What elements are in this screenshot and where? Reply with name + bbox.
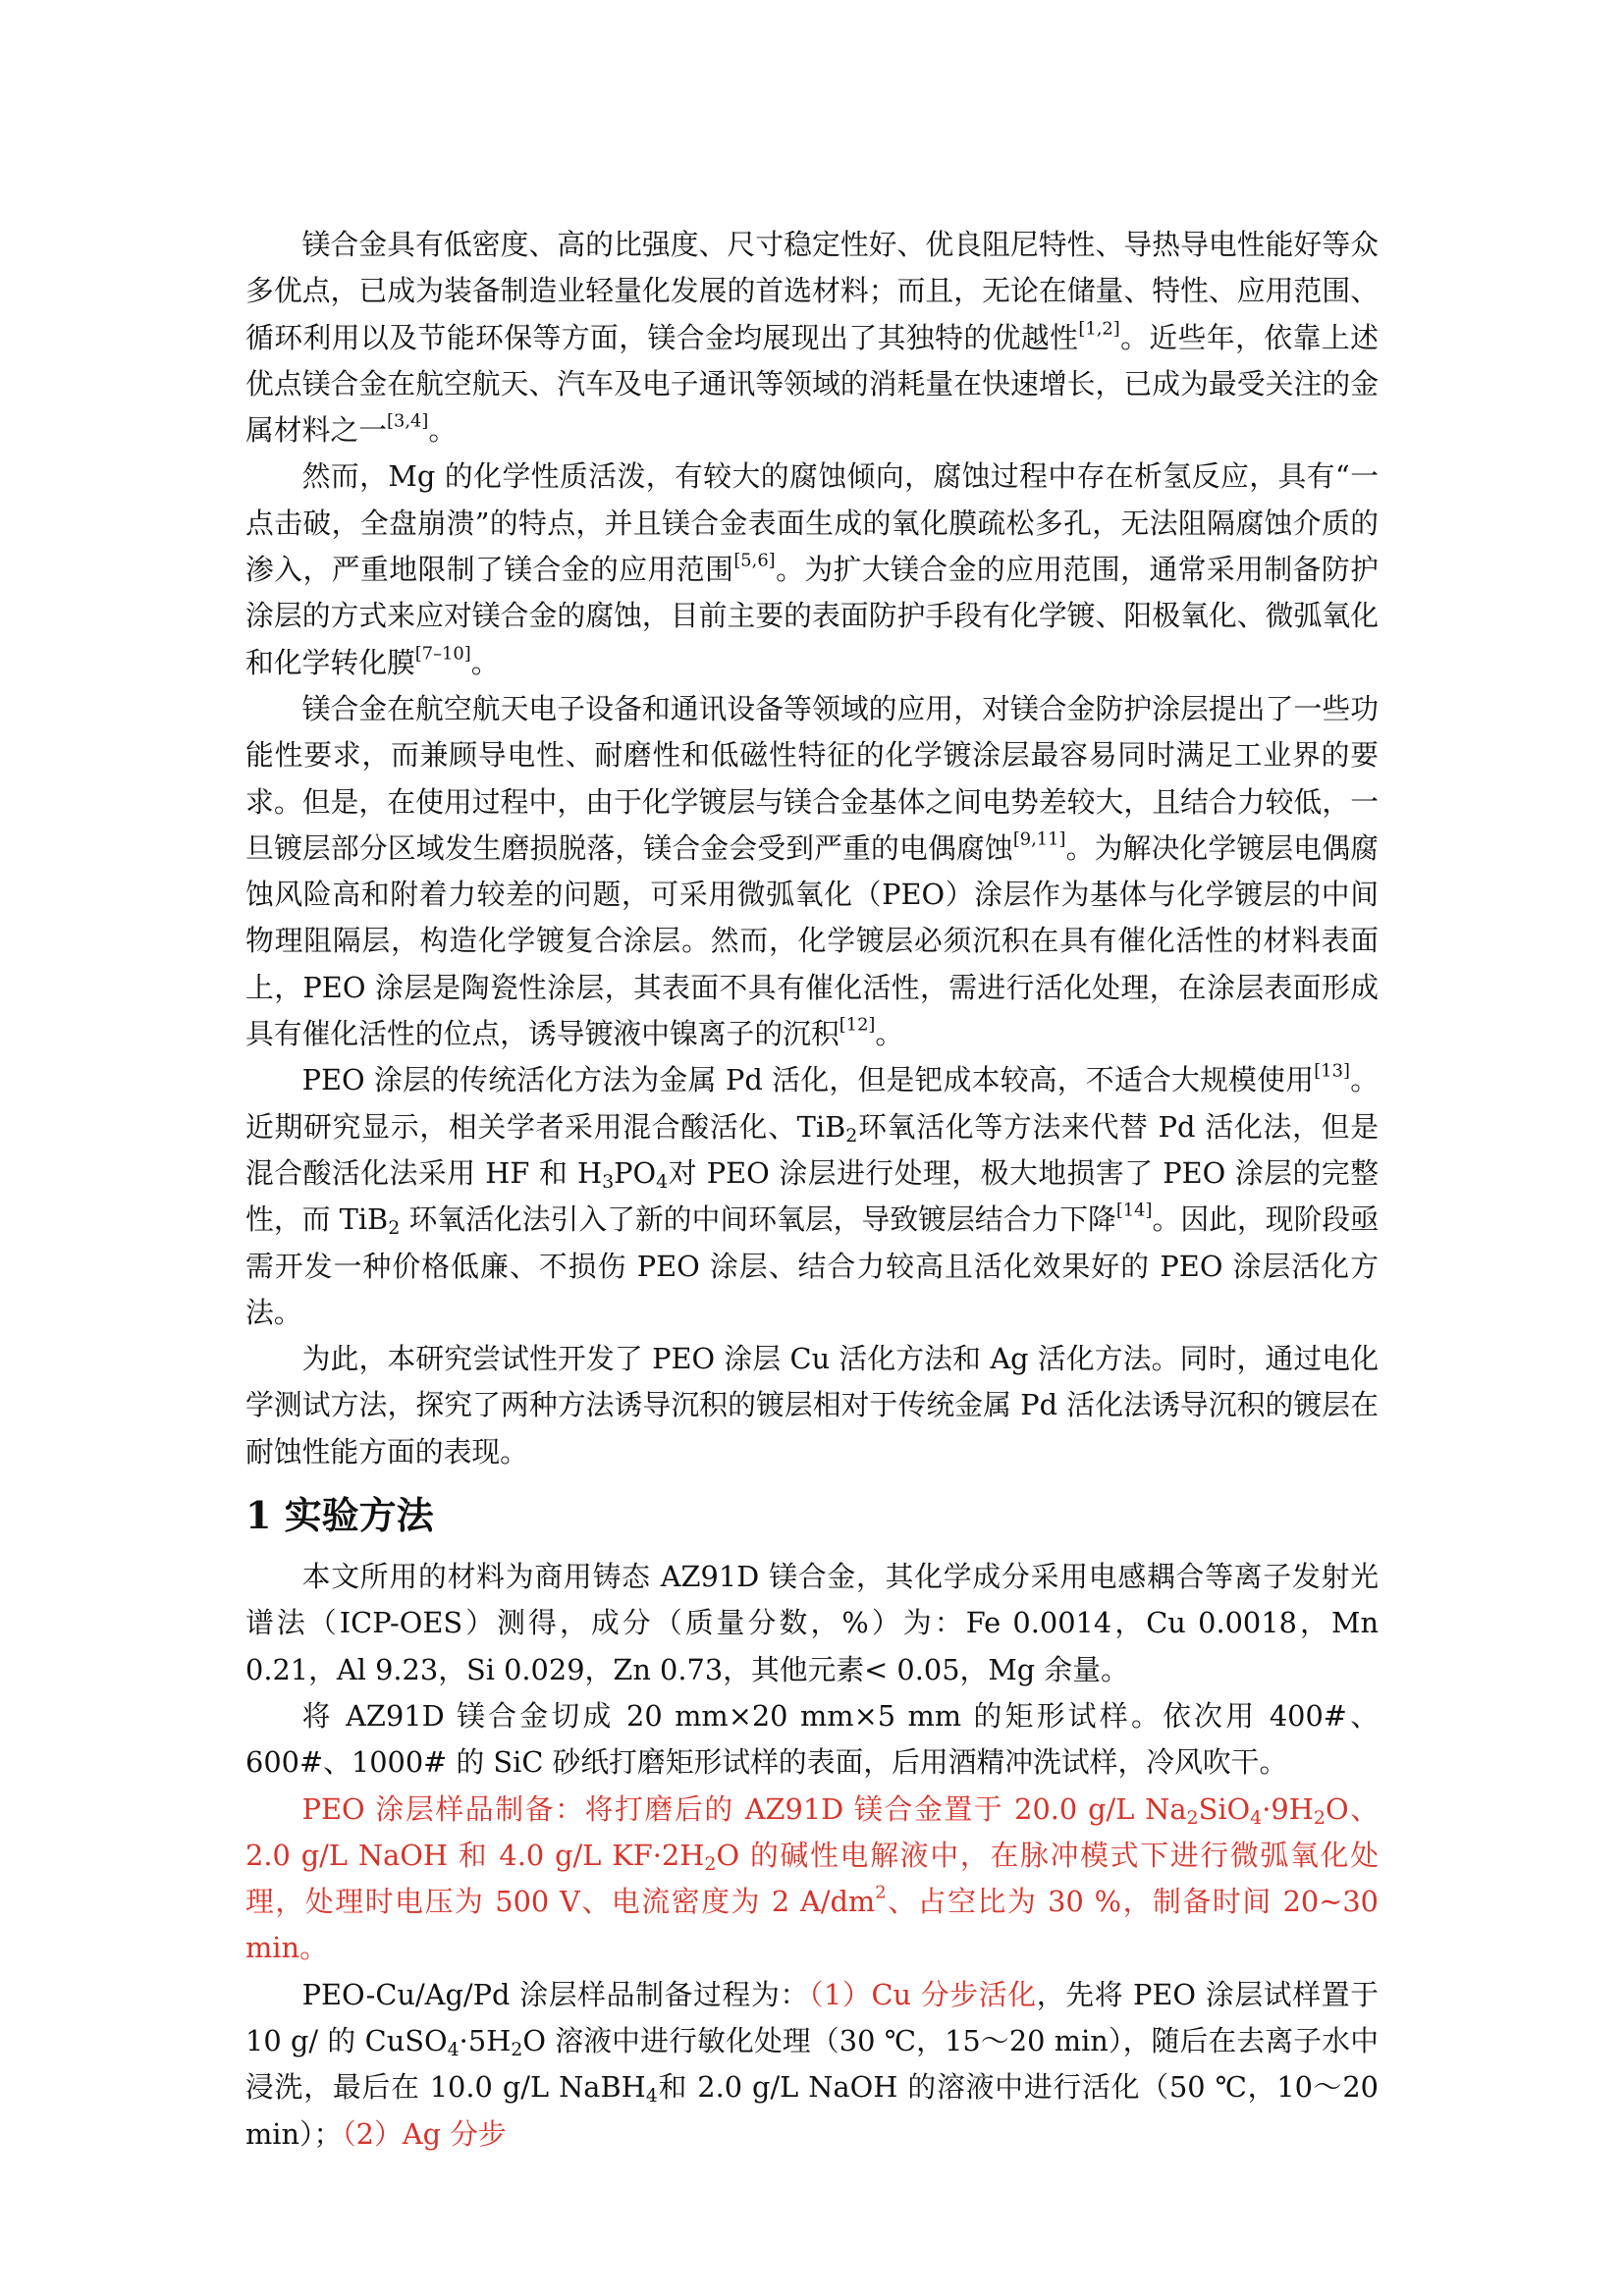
citation: [1,2] (1078, 318, 1120, 340)
intro-paragraph-3 (245, 686, 1379, 1057)
text-run: PO (614, 1155, 657, 1190)
citation: [12] (839, 1014, 876, 1036)
text-run: 环氧活化等方法来代替 Pd 活化法，但是混合酸活化法采用 HF 和 H (245, 1109, 1379, 1190)
section-heading: 1 实验方法 (245, 1493, 434, 1538)
subscript: 4 (447, 2038, 460, 2060)
citation: [9,11] (1012, 828, 1066, 850)
superscript: 2 (875, 1882, 887, 1903)
method-paragraph-1: 本文所用的材料为商用铸态 AZ91D 镁合金，其化学成分采用电感耦合等离子发射光谱法（ICP-OES）测得，成分（质量分数，%）为：Fe 0.0014，Cu 0.0018，Mn 0.21，Al 9.23，Si 0.029，Zn 0.73，其他元素< 0.05，Mg 余量。 (245, 1560, 1379, 1686)
highlight-run: （2）Ag 分步 (342, 2116, 507, 2151)
text-run: 和 2.0 g/L NaOH 的溶液中进行活化（50 ℃，10～20 min）； (245, 2070, 1379, 2151)
citation: [5,6] (733, 550, 776, 571)
text-run: 、占空比为 30 %，制备时间 20~30 min。 (245, 1885, 1379, 1965)
subscript: 2 (511, 2038, 523, 2060)
text-run: ·9H (1262, 1791, 1314, 1826)
text-run: 。为扩大镁合金的应用范围，通常采用制备防护涂层的方式来应对镁合金的腐蚀，目前主要的表面防护手段有化学镀、阳极氧化、微弧氧化和化学转化膜 (245, 553, 1379, 679)
intro-paragraph-4 (245, 1057, 1379, 1336)
subscript: 2 (845, 1124, 858, 1147)
text-run: 。为解决化学镀层电偶腐蚀风险高和附着力较差的问题，可采用微弧氧化（PEO）涂层作为基体与化学镀层的中间物理阻隔层，构造化学镀复合涂层。然而，化学镀层必须沉积在具有催化活性的材料表面上，PEO 涂层是陶瓷性涂层，其表面不具有催化活性，需进行活化处理，在涂层表面形成具有催化活性的位点，诱导镀液中镍离子的沉积 (245, 830, 1379, 1051)
text-run: 。因此，现阶段亟需开发一种价格低廉、不损伤 PEO 涂层、结合力较高且活化效果好的 PEO 涂层活化方法。 (245, 1202, 1380, 1329)
intro-paragraph-1 (245, 222, 1379, 454)
text-run: SiO (1198, 1791, 1251, 1826)
text-run: 镁合金在航空航天电子设备和通讯设备等领域的应用，对镁合金防护涂层提出了一些功能性要求，而兼顾导电性、耐磨性和低磁性特征的化学镀涂层最容易同时满足工业界的要求。但是，在使用过程中，由于化学镀层与镁合金基体之间电势差较大，且结合力较低，一旦镀层部分区域发生磨损脱落，镁合金会受到严重的电偶腐蚀 (245, 691, 1379, 865)
method-paragraph-2: 将 AZ91D 镁合金切成 20 mm×20 mm×5 mm 的矩形试样。依次用 400#、600#、1000# 的 SiC 砂纸打磨矩形试样的表面，后用酒精冲洗试样，冷风吹干。 (245, 1698, 1379, 1780)
citation: [3,4] (387, 410, 429, 432)
text-run: O、2.0 g/L NaOH 和 4.0 g/L KF·2H (245, 1791, 1380, 1872)
highlight-run: （1）Cu 分步活化 (808, 1977, 1037, 2011)
text-run: 。 (428, 413, 458, 448)
intro-paragraph-5: 为此，本研究尝试性开发了 PEO 涂层 Cu 活化方法和 Ag 活化方法。同时，通过电化学测试方法，探究了两种方法诱导沉积的镀层相对于传统金属 Pd 活化法诱导沉积的镀层在耐蚀性能方面的表现。 (245, 1342, 1379, 1468)
text-run: O 溶液中进行敏化处理（30 ℃，15～20 min），随后在去离子水中浸洗，最后在 10.0 g/L NaBH (245, 2023, 1379, 2105)
subscript: 2 (704, 1852, 717, 1875)
subscript: 4 (1250, 1806, 1263, 1829)
text-run: PEO 涂层的传统活化方法为金属 Pd 活化，但是钯成本较高，不适合大规模使用 (301, 1063, 1315, 1097)
text-run: 。 (470, 645, 500, 679)
subscript: 3 (602, 1170, 615, 1193)
method-paragraph-peo-highlighted (245, 1787, 1379, 1972)
paper-page (245, 222, 1379, 2158)
text-run: 。近期研究显示，相关学者采用混合酸活化、TiB (245, 1063, 1379, 1144)
text-run: PEO 涂层样品制备：将打磨后的 AZ91D 镁合金置于 20.0 g/L Na (301, 1791, 1187, 1826)
citation: [13] (1314, 1060, 1350, 1082)
intro-paragraph-2 (245, 454, 1379, 685)
text-run: O 的碱性电解液中，在脉冲模式下进行微弧氧化处理，处理时电压为 500 V、电流密度为 2 A/dm (245, 1838, 1380, 1919)
citation: [7–10] (414, 643, 471, 665)
text-run: 然而，Mg 的化学性质活泼，有较大的腐蚀倾向，腐蚀过程中存在析氢反应，具有“一点击破，全盘崩溃”的特点，并且镁合金表面生成的氧化膜疏松多孔，无法阻隔腐蚀介质的渗入，严重地限制了镁合金的应用范围 (245, 459, 1379, 587)
subscript: 2 (1313, 1806, 1326, 1829)
text-run: 。 (875, 1017, 904, 1051)
subscript: 2 (1186, 1806, 1199, 1829)
subscript: 4 (645, 2085, 658, 2108)
text-run: 环氧活化法引入了新的中间环氧层，导致镀层结合力下降 (400, 1202, 1116, 1237)
method-paragraph-activation (245, 1972, 1379, 2158)
text-run: ，先将 PEO 涂层试样置于 10 g/ 的 CuSO (245, 1977, 1380, 2057)
subscript: 4 (656, 1170, 669, 1193)
text-run: 对 PEO 涂层进行处理，极大地损害了 PEO 涂层的完整性，而 TiB (245, 1155, 1379, 1237)
text-run: PEO-Cu/Ag/Pd 涂层样品制备过程为： (301, 1977, 809, 2011)
citation: [14] (1115, 1200, 1153, 1221)
text-run: 镁合金具有低密度、高的比强度、尺寸稳定性好、优良阻尼特性、导热导电性能好等众多优点，已成为装备制造业轻量化发展的首选材料；而且，无论在储量、特性、应用范围、循环利用以及节能环保等方面，镁合金均展现出了其独特的优越性 (245, 228, 1379, 354)
subscript: 2 (388, 1216, 401, 1239)
text-run: ·5H (459, 2023, 512, 2057)
text-run: 。近些年，依靠上述优点镁合金在航空航天、汽车及电子通讯等领域的消耗量在快速增长，已成为最受关注的金属材料之一 (245, 320, 1379, 448)
